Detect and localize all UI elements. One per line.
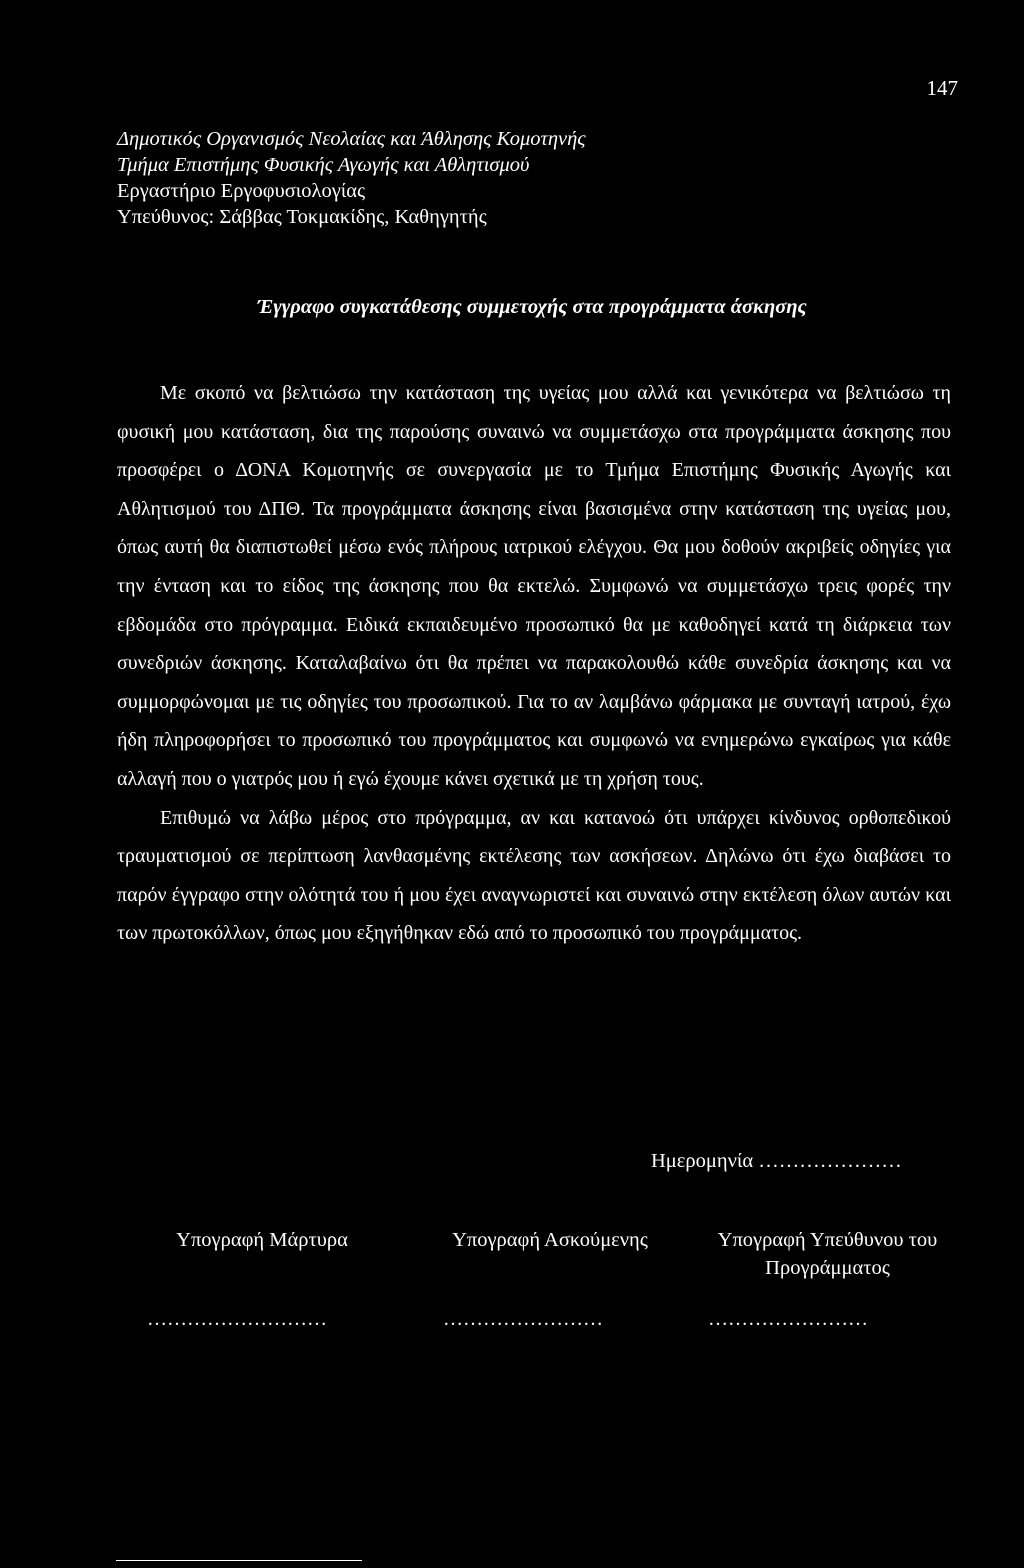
signature-supervisor-field[interactable]: …………………… (708, 1308, 868, 1330)
signature-participant-field[interactable]: …………………… (443, 1308, 603, 1330)
document-body (117, 374, 951, 953)
signature-witness-label: Υπογραφή Μάρτυρα (176, 1229, 348, 1251)
footnote-divider (116, 1560, 362, 1561)
document-title: Έγγραφο συγκατάθεσης συμμετοχής στα προγράμματα άσκησης (257, 296, 807, 318)
header-department: Τμήμα Επιστήμης Φυσικής Αγωγής και Αθλητισμού (117, 154, 530, 176)
paragraph-consent: Με σκοπό να βελτιώσω την κατάσταση της υγείας μου αλλά και γενικότερα να βελτιώσω τη φυσική μου κατάσταση, δια της παρούσης συναινώ να συμμετάσχω στα προγράμματα άσκησης που προσφέρει ο ΔΟΝΑ Κομοτηνής σε συνεργασία με το Τμήμα Επιστήμης Φυσικής Αγωγής και Αθλητισμού του ΔΠΘ. Τα προγράμματα άσκησης είναι βασισμένα στην κατάσταση της υγείας μου, όπως αυτή θα διαπιστωθεί μέσω ενός πλήρους ιατρικού ελέγχου. Θα μου δοθούν ακριβείς οδηγίες για την ένταση και το είδος της άσκησης που θα εκτελώ. Συμφωνώ να συμμετάσχω τρεις φορές την εβδομάδα στο πρόγραμμα. Ειδικά εκπαιδευμένο προσωπικό θα με καθοδηγεί κατά τη διάρκεια των συνεδριών άσκησης. Καταλαβαίνω ότι θα πρέπει να παρακολουθώ κάθε συνεδρία άσκησης και να συμμορφώνομαι με τις οδηγίες του προσωπικού. Για το αν λαμβάνω φάρμακα με συνταγή ιατρού, έχω ήδη πληροφορήσει το προσωπικό του προγράμματος και συμφωνώ να ενημερώνω εγκαίρως για κάθε αλλαγή που ο γιατρός μου ή εγώ έχουμε κάνει σχετικά με τη χρήση τους. (117, 382, 951, 790)
date-field[interactable]: ………………… (758, 1150, 902, 1172)
signature-participant-label: Υπογραφή Ασκούμενης (452, 1229, 648, 1251)
header-laboratory: Εργαστήριο Εργοφυσιολογίας (117, 180, 366, 202)
signature-supervisor-label: Υπογραφή Υπεύθυνου του Προγράμματος (717, 1229, 938, 1279)
document-header (117, 126, 917, 230)
header-organization: Δημοτικός Οργανισμός Νεολαίας και Άθλησης Κομοτηνής (117, 128, 586, 150)
signature-witness-field[interactable]: ……………………… (147, 1308, 327, 1330)
header-supervisor: Υπεύθυνος: Σάββας Τοκμακίδης, Καθηγητής (117, 206, 487, 228)
date-label: Ημερομηνία (651, 1150, 754, 1172)
page-number: 147 (926, 76, 958, 100)
paragraph-declaration: Επιθυμώ να λάβω μέρος στο πρόγραμμα, αν και κατανοώ ότι υπάρχει κίνδυνος ορθοπεδικού τραυματισμού σε περίπτωση λανθασμένης εκτέλεσης των ασκήσεων. Δηλώνω ότι έχω διαβάσει το παρόν έγγραφο στην ολότητά του ή μου έχει αναγνωριστεί και συναινώ στην εκτέλεση όλων αυτών και των πρωτοκόλλων, όπως μου εξηγήθηκαν εδώ από το προσωπικό του προγράμματος. (117, 806, 951, 945)
date-line (651, 1150, 902, 1173)
